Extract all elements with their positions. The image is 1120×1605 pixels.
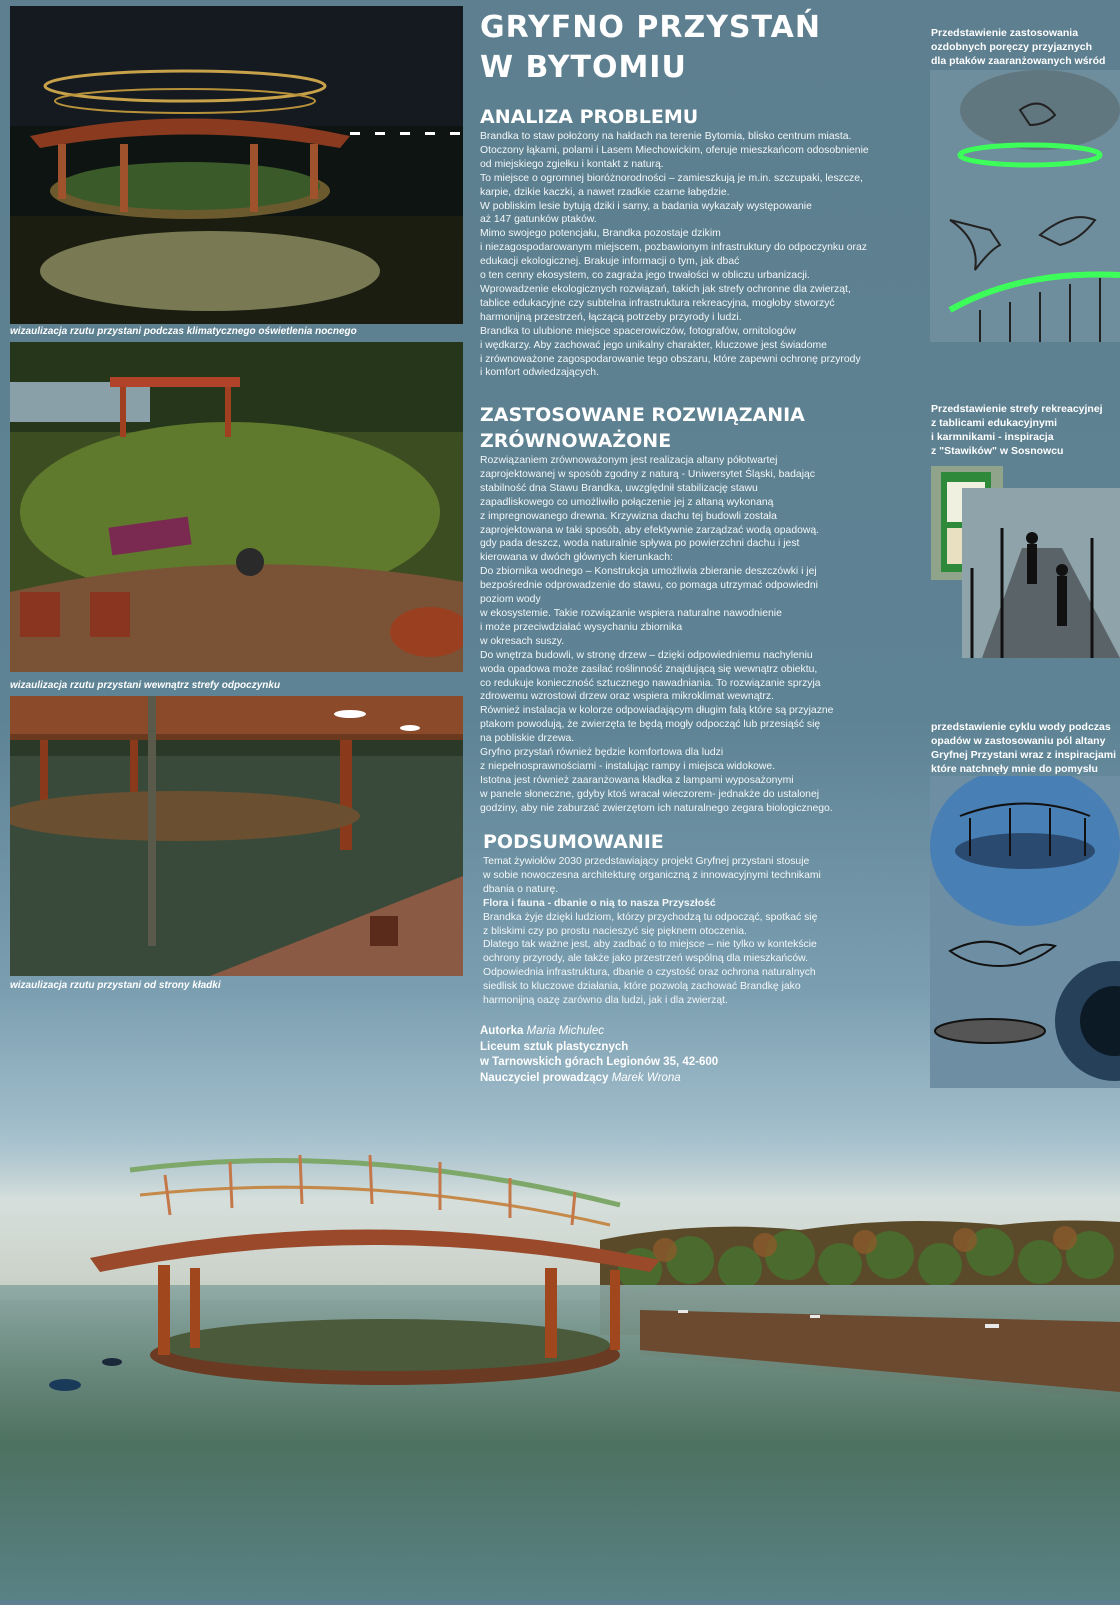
solutions-heading-line1: ZASTOSOWANE ROZWIĄZANIA [480,404,805,426]
teacher-label: Nauczyciel prowadzący [480,1071,609,1084]
render-caption: wizaulizacja rzutu przystani wewnątrz strefy odpoczynku [10,680,281,691]
teacher-name: Marek Wrona [611,1071,681,1084]
analysis-heading: ANALIZA PROBLEMU [480,106,699,128]
poster-title-line2: W BYTOMIU [480,50,687,85]
solutions-heading-line2: ZRÓWNOWAŻONE [480,430,672,452]
render-caption: wizaulizacja rzutu przystani od strony kładki [10,980,221,991]
side-caption-railings: Przedstawienie zastosowania ozdobnych poręczy przyjaznych dla ptaków zaaranżowanych wśród [931,27,1106,67]
summary-text-body: Brandka żyje dzięki ludziom, którzy przychodzą tu odpocząć, spotkać się z bliskimi czy po prostu nacieszyć się pięknem otoczenia. Dlatego tak ważne jest, aby zadbać o to miejsce – nie tylko w kontekście ochrony przyrody, ale także jako przestrzeń wspólną dla mieszkańców. Odpowiednia infrastruktura, dbanie o czystość oraz ochrona naturalnych siedlisk to kluczowe działania, które pozwolą zachować Brandkę jako harmonijną oazę zarówno dla ludzi, jak i dla zwierząt. [483,911,818,1007]
side-caption-recreation: Przedstawienie strefy rekreacyjnej z tablicami edukacyjnymi i karmnikami - inspiracja z "Stawików" w Sosnowcu [931,403,1103,457]
analysis-section [480,104,910,380]
author-label: Autorka [480,1025,524,1037]
solutions-text: Rozwiązaniem zrównoważonym jest realizacja altany półotwartej zaprojektowanej w sposób zgodny z naturą - Uniwersytet Śląski, badając stabilność dna Stawu Brandka, uwzględnił stabilizację stawu zapadliskowego co umożliwiło połączenie jej z altaną wykonaną z impregnowanego drewna. Krzywizna dachu tej budowli została zaprojektowana w taki sposób, aby efektywnie zarządzać wodą opadową. gdy pada deszcz, woda naturalnie spływa po powierzchni dachu i jest kierowana w dwóch głównych kierunkach: Do zbiornika wodnego – Konstrukcja umożliwia zbieranie deszczówki i jej bezpośrednie odprowadzenie do stawu, co pomaga utrzymać odpowiedni poziom wody w ekosystemie. Takie rozwiązanie wspiera naturalne nawodnienie i może przeciwdziałać wysychaniu zbiornika w okresach suszy. Do wnętrza budowli, w stronę drzew – dzięki odpowiedniemu nachyleniu woda opadowa może zasilać roślinność znajdującą się wewnątrz obiektu, co redukuje konieczność sztucznego nawadniania. To rozwiązanie sprzyja zdrowemu wzrostowi drzew oraz wspiera mikroklimat wewnątrz. Również instalacja w kolorze odpowiadającym długim falą które są przyjazne ptakom powodują, że zwierzęta te będą mogły odpocząć lub przesiąść się na pobliskie drzewa. Gryfno przystań również będzie komfortowa dla ludzi z niepełnosprawnościami - instalując rampy i miejsca widokowe. Istotna jest również zaaranżowana kładka z lampami wyposażonymi w panele słoneczne, gdyby ktoś wracał wieczorem- jednakże do ustalonej godziny, aby nie zaburzać zwierzętom ich naturalnego zegara biologicznego. [480,455,834,814]
school-name: Liceum sztuk plastycznych [480,1040,629,1053]
side-caption-water-cycle: przedstawienie cyklu wody podczas opadów w zastosowaniu pól altany Gryfnej Przystani wraz z inspiracjami które natchnęły mnie do pomysłu [931,721,1116,775]
footbridge-sketch [962,488,1120,658]
water-cycle-sketch [930,776,1120,1088]
author-name: Maria Michulec [526,1025,604,1037]
summary-motto: Flora i fauna - dbanie o nią to nasza Przyszłość [483,897,716,909]
solutions-section [480,402,910,816]
summary-text-intro: Temat żywiołów 2030 przedstawiający projekt Gryfnej przystani stosuje w sobie nowoczesna architekturę organiczną z innowacyjnymi technikami dbania o naturę. [483,856,821,895]
poster-title-line1: GRYFNO PRZYSTAŃ [480,10,821,45]
summary-heading: PODSUMOWANIE [483,831,664,853]
panorama-render [0,1100,1120,1600]
credits [480,1024,718,1086]
analysis-text: Brandka to staw położony na hałdach na terenie Bytomia, blisko centrum miasta. Otoczony łąkami, polami i Lasem Miechowickim, oferuje mieszkańcom odosobnienie od miejskiego zgiełku i kontakt z naturą. To miejsce o ogromnej bioróżnorodności – zamieszkują je m.in. szczupaki, leszcze, karpie, dzikie kaczki, a nawet rzadkie czarne łabędzie. W pobliskim lesie bytują dziki i sarny, a badania wykazały występowanie aż 147 gatunków ptaków. Mimo swojego potencjału, Brandka pozostaje dzikim i niezagospodarowanym miejscem, pozbawionym infrastruktury do odpoczynku oraz edukacji ekologicznej. Brakuje informacji o tym, jak dbać o ten cenny ekosystem, co zagraża jego trwałości w obliczu urbanizacji. Wprowadzenie ekologicznych rozwiązań, takich jak strefy ochronne dla zwierząt, tablice edukacyjne czy subtelna infrastruktura rekreacyjna, mogłoby stworzyć harmonijną przestrzeń, łączącą potrzeby przyrody i ludzi. Brandka to ulubione miejsce spacerowiczów, fotografów, ornitologów i wędkarzy. Aby zachować jego unikalny charakter, kluczowe jest świadome i zrównoważone zagospodarowanie tego obszaru, które zapewni ochronę przyrody i komfort odwiedzających. [480,131,869,379]
render-footbridge [10,696,463,976]
render-caption: wizaulizacja rzutu przystani podczas klimatycznego oświetlenia nocnego [10,326,357,337]
bird-railing-sketch [930,70,1120,342]
render-night [10,6,463,324]
school-address: w Tarnowskich górach Legionów 35, 42-600 [480,1056,719,1068]
poster-title [480,8,821,88]
render-rest-zone [10,342,463,672]
summary-section [483,829,913,1008]
